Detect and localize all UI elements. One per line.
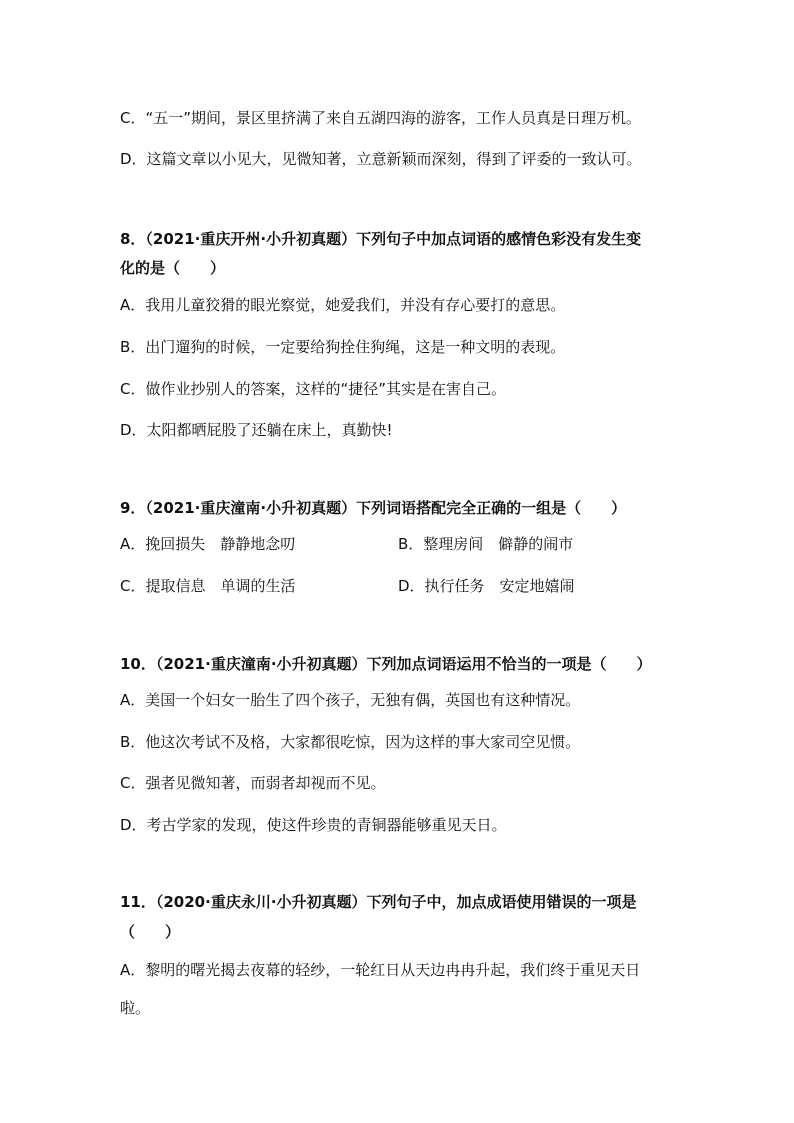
q11-option-a-line1: A．黎明的曙光揭去夜幕的轻纱，一轮红日从天边冉冉升起，我们终于重见天日 xyxy=(120,961,641,979)
q11-stem-line2: （ ） xyxy=(120,923,181,941)
q8-option-a: A．我用儿童狡猾的眼光察觉，她爱我们，并没有存心要打的意思。 xyxy=(120,296,566,314)
q10-option-c: C．强者见微知著，而弱者却视而不见。 xyxy=(120,774,386,792)
q9-option-c: C．提取信息 单调的生活 xyxy=(120,577,296,595)
q10-option-b: B．他这次考试不及格，大家都很吃惊，因为这样的事大家司空见惯。 xyxy=(120,733,581,751)
q10-option-a: A．美国一个妇女一胎生了四个孩子，无独有偶，英国也有这种情况。 xyxy=(120,691,581,709)
q8-stem-line1: 8．（2021·重庆开州·小升初真题）下列句子中加点词语的感情色彩没有发生变 xyxy=(120,230,642,248)
q8-stem-line2: 化的是（ ） xyxy=(120,259,226,277)
q9-option-b: B．整理房间 僻静的闹市 xyxy=(398,535,574,553)
q9-option-d: D．执行任务 安定地嬉闹 xyxy=(398,577,575,595)
q9-option-a: A．挽回损失 静静地念叨 xyxy=(120,535,296,553)
q8-option-c: C．做作业抄别人的答案，这样的“捷径”其实是在害自己。 xyxy=(120,380,507,398)
q8-option-b: B．出门遛狗的时候，一定要给狗拴住狗绳，这是一种文明的表现。 xyxy=(120,338,566,356)
q7-option-d: D．这篇文章以小见大，见微知著，立意新颖而深刻，得到了评委的一致认可。 xyxy=(120,150,642,168)
q9-stem: 9．（2021·重庆潼南·小升初真题）下列词语搭配完全正确的一组是（ ） xyxy=(120,499,627,517)
q8-option-d: D．太阳都晒屁股了还躺在床上，真勤快! xyxy=(120,421,393,439)
q11-option-a-line2: 啦。 xyxy=(120,999,151,1017)
q11-stem-line1: 11．（2020·重庆永川·小升初真题）下列句子中，加点成语使用错误的一项是 xyxy=(120,893,637,911)
q10-option-d: D．考古学家的发现，使这件珍贵的青铜器能够重见天日。 xyxy=(120,816,507,834)
q7-option-c: C．“五一”期间，景区里挤满了来自五湖四海的游客，工作人员真是日理万机。 xyxy=(120,109,642,127)
q10-stem: 10．（2021·重庆潼南·小升初真题）下列加点词语运用不恰当的一项是（ ） xyxy=(120,655,652,673)
